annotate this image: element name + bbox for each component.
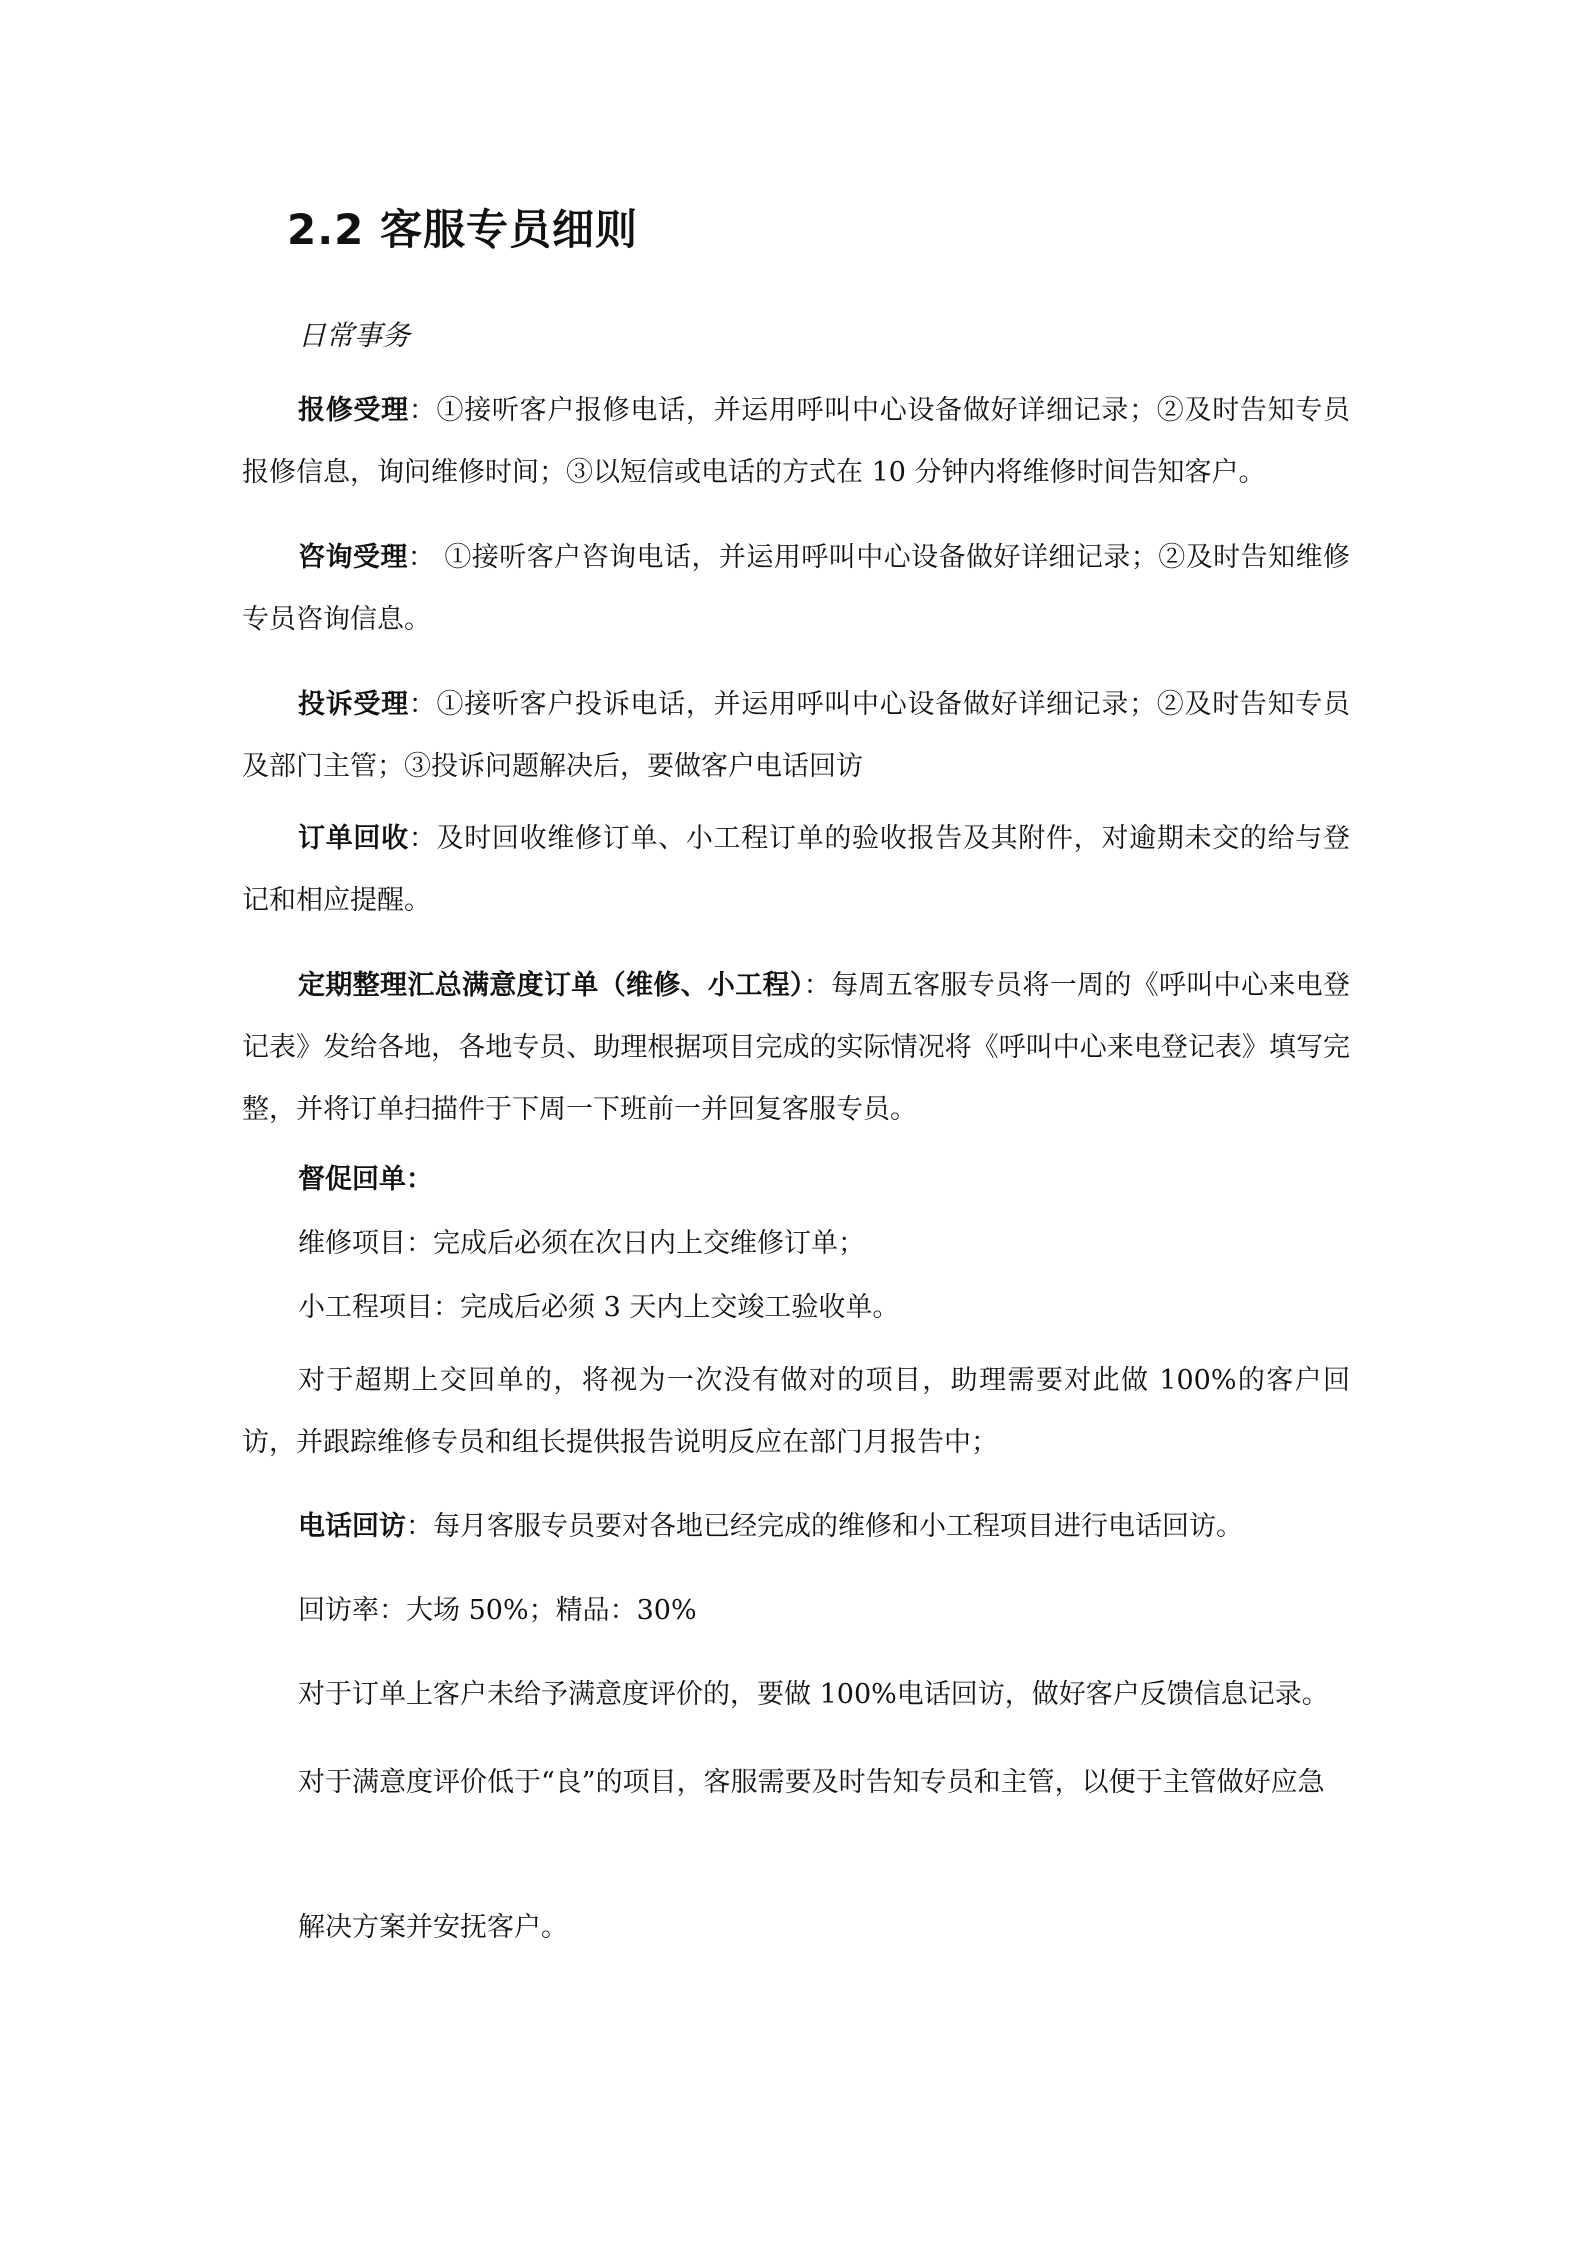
- urge-label: 督促回单：: [298, 1164, 433, 1195]
- urge-repair-line: 维修项目：完成后必须在次日内上交维修订单；: [298, 1228, 865, 1259]
- complaint-paragraph: [242, 674, 1350, 798]
- subheading: 日常事务: [298, 319, 411, 352]
- consult-paragraph: [242, 527, 1350, 651]
- urge-small-line: 小工程项目：完成后必须 3 天内上交竣工验收单。: [298, 1292, 900, 1323]
- phone-paragraph: [242, 1496, 1350, 1558]
- section-heading: 2.2 客服专员细则: [287, 205, 639, 254]
- order-text: ：及时回收维修订单、小工程订单的验收报告及其附件，对逾期未交的给与登记和相应提醒。: [242, 823, 1351, 916]
- summary-paragraph: [242, 955, 1350, 1141]
- complaint-label: 投诉受理: [298, 689, 409, 720]
- order-paragraph: [242, 808, 1350, 932]
- repair-paragraph: [242, 380, 1350, 504]
- consult-label: 咨询受理: [298, 542, 408, 573]
- no-rating-line: 对于订单上客户未给予满意度评价的，要做 100%电话回访，做好客户反馈信息记录。: [298, 1679, 1329, 1710]
- summary-text: ：每周五客服专员将一周的《呼叫中心来电登记表》发给各地，各地专员、助理根据项目完成的实际情况将《呼叫中心来电登记表》填写完整，并将订单扫描件于下周一下班前一并回复客服专员。: [242, 970, 1350, 1125]
- rate-line: 回访率：大场 50%；精品：30%: [298, 1595, 697, 1626]
- overdue-paragraph: 对于超期上交回单的，将视为一次没有做对的项目，助理需要对此做 100%的客户回访，并跟踪维修专员和组长提供报告说明反应在部门月报告中；: [242, 1365, 1350, 1458]
- repair-label: 报修受理: [298, 395, 409, 426]
- order-label: 订单回收: [298, 823, 409, 854]
- complaint-text: ：①接听客户投诉电话，并运用呼叫中心设备做好详细记录；②及时告知专员及部门主管；③投诉问题解决后，要做客户电话回访: [242, 689, 1351, 782]
- consult-text: ： ①接听客户咨询电话，并运用呼叫中心设备做好详细记录；②及时告知维修专员咨询信息。: [242, 542, 1350, 635]
- phone-label: 电话回访: [298, 1511, 406, 1542]
- repair-text: ：①接听客户报修电话，并运用呼叫中心设备做好详细记录；②及时告知专员报修信息，询问维修时间；③以短信或电话的方式在 10 分钟内将维修时间告知客户。: [242, 395, 1351, 488]
- summary-label: 定期整理汇总满意度订单（维修、小工程）: [298, 970, 804, 1001]
- resolve-line: 解决方案并安抚客户。: [298, 1912, 568, 1943]
- low-rating-paragraph: 对于满意度评价低于“良”的项目，客服需要及时告知专员和主管，以便于主管做好应急: [298, 1767, 1325, 1798]
- phone-text: ：每月客服专员要对各地已经完成的维修和小工程项目进行电话回访。: [406, 1511, 1243, 1542]
